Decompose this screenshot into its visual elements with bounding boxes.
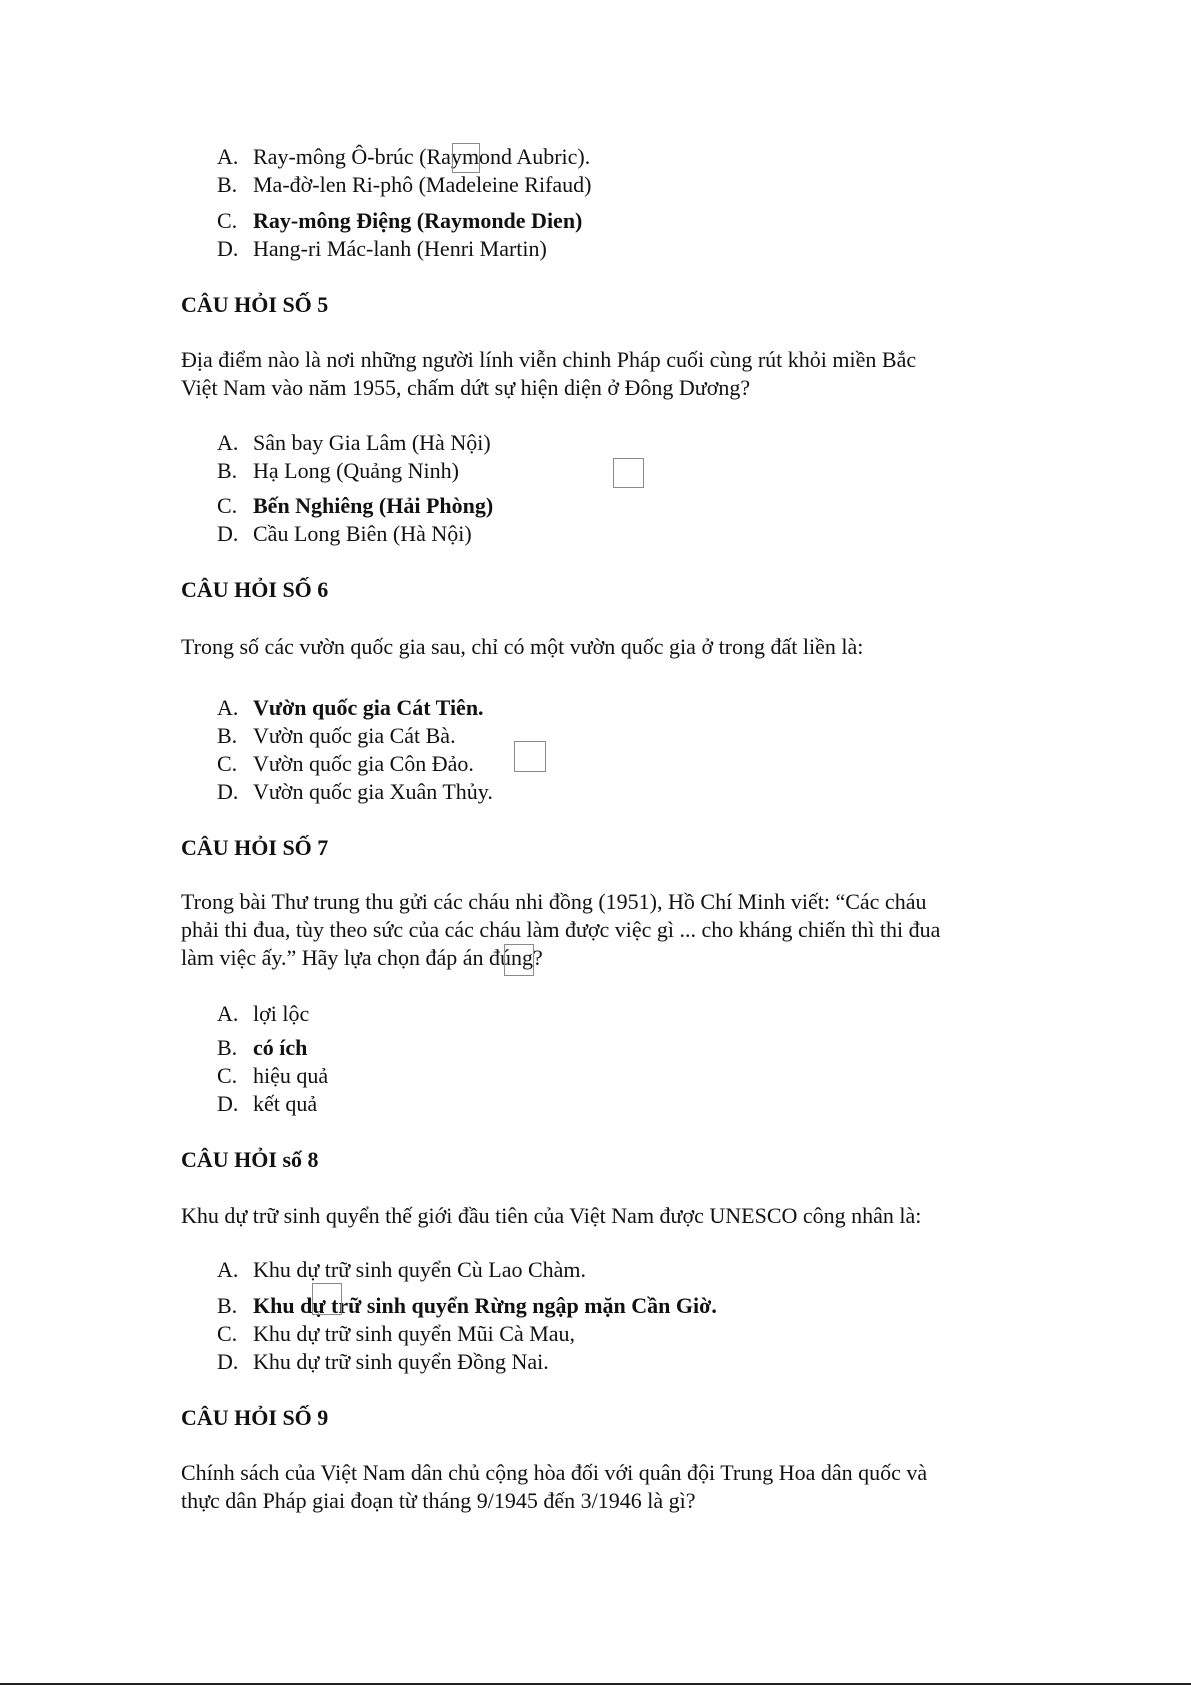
q7-option-c: C. hiệu quả <box>217 1063 329 1088</box>
q4-option-c-correct: C. Ray-mông Điệng (Raymonde Dien) <box>217 208 583 233</box>
q6-option-d: D. Vườn quốc gia Xuân Thủy. <box>217 779 493 804</box>
q9-heading: CÂU HỎI SỐ 9 <box>181 1405 329 1430</box>
q5-option-d: D. Cầu Long Biên (Hà Nội) <box>217 521 472 546</box>
q7-heading: CÂU HỎI SỐ 7 <box>181 835 329 860</box>
q8-option-b-correct: B. Khu dự trữ sinh quyển Rừng ngập mặn Cần Giờ. <box>217 1293 717 1318</box>
q5-heading: CÂU HỎI SỐ 5 <box>181 292 329 317</box>
selection-box-marker <box>514 741 546 772</box>
q7-option-d: D. kết quả <box>217 1091 318 1116</box>
q9-text-line1: Chính sách của Việt Nam dân chủ cộng hòa đối với quân đội Trung Hoa dân quốc và <box>181 1460 928 1485</box>
q8-heading: CÂU HỎI số 8 <box>181 1147 319 1172</box>
selection-box-marker <box>613 458 644 488</box>
q4-option-d: D. Hang-ri Mác-lanh (Henri Martin) <box>217 236 547 261</box>
q7-text-line3: làm việc ấy.” Hãy lựa chọn đáp án đúng? <box>181 945 543 970</box>
selection-box-marker <box>452 143 480 173</box>
q4-option-b: B. Ma-đờ-len Ri-phô (Madeleine Rifaud) <box>217 172 592 197</box>
q6-text-line1: Trong số các vườn quốc gia sau, chỉ có một vườn quốc gia ở trong đất liền là: <box>181 634 864 659</box>
selection-box-marker <box>504 944 534 976</box>
q5-text-line2: Việt Nam vào năm 1955, chấm dứt sự hiện diện ở Đông Dương? <box>181 375 751 400</box>
q5-option-a: A. Sân bay Gia Lâm (Hà Nội) <box>217 430 491 455</box>
q7-text-line1: Trong bài Thư trung thu gửi các cháu nhi đồng (1951), Hồ Chí Minh viết: “Các cháu <box>181 889 927 914</box>
selection-box-marker <box>312 1283 342 1315</box>
q8-option-c: C. Khu dự trữ sinh quyển Mũi Cà Mau, <box>217 1321 576 1346</box>
q5-text-line1: Địa điểm nào là nơi những người lính viễn chinh Pháp cuối cùng rút khỏi miền Bắc <box>181 347 917 372</box>
q9-text-line2: thực dân Pháp giai đoạn từ tháng 9/1945 đến 3/1946 là gì? <box>181 1488 696 1513</box>
q7-option-a: A. lợi lộc <box>217 1001 310 1026</box>
q5-option-c-correct: C. Bến Nghiêng (Hải Phòng) <box>217 493 494 518</box>
q7-option-b-correct: B. có ích <box>217 1035 308 1060</box>
q5-option-b: B. Hạ Long (Quảng Ninh) <box>217 458 459 483</box>
q6-heading: CÂU HỎI SỐ 6 <box>181 577 329 602</box>
q6-option-b: B. Vườn quốc gia Cát Bà. <box>217 723 456 748</box>
q6-option-c: C. Vườn quốc gia Côn Đảo. <box>217 751 474 776</box>
q7-text-line2: phải thi đua, tùy theo sức của các cháu làm được việc gì ... cho kháng chiến thì thi đua <box>181 917 941 942</box>
q6-option-a-correct: A. Vườn quốc gia Cát Tiên. <box>217 695 484 720</box>
q8-option-a: A. Khu dự trữ sinh quyển Cù Lao Chàm. <box>217 1257 587 1282</box>
q8-option-d: D. Khu dự trữ sinh quyển Đồng Nai. <box>217 1349 549 1374</box>
q4-option-a: A. Ray-mông Ô-brúc (Raymond Aubric). <box>217 144 591 169</box>
q8-text-line1: Khu dự trữ sinh quyển thế giới đầu tiên của Việt Nam được UNESCO công nhân là: <box>181 1203 922 1228</box>
